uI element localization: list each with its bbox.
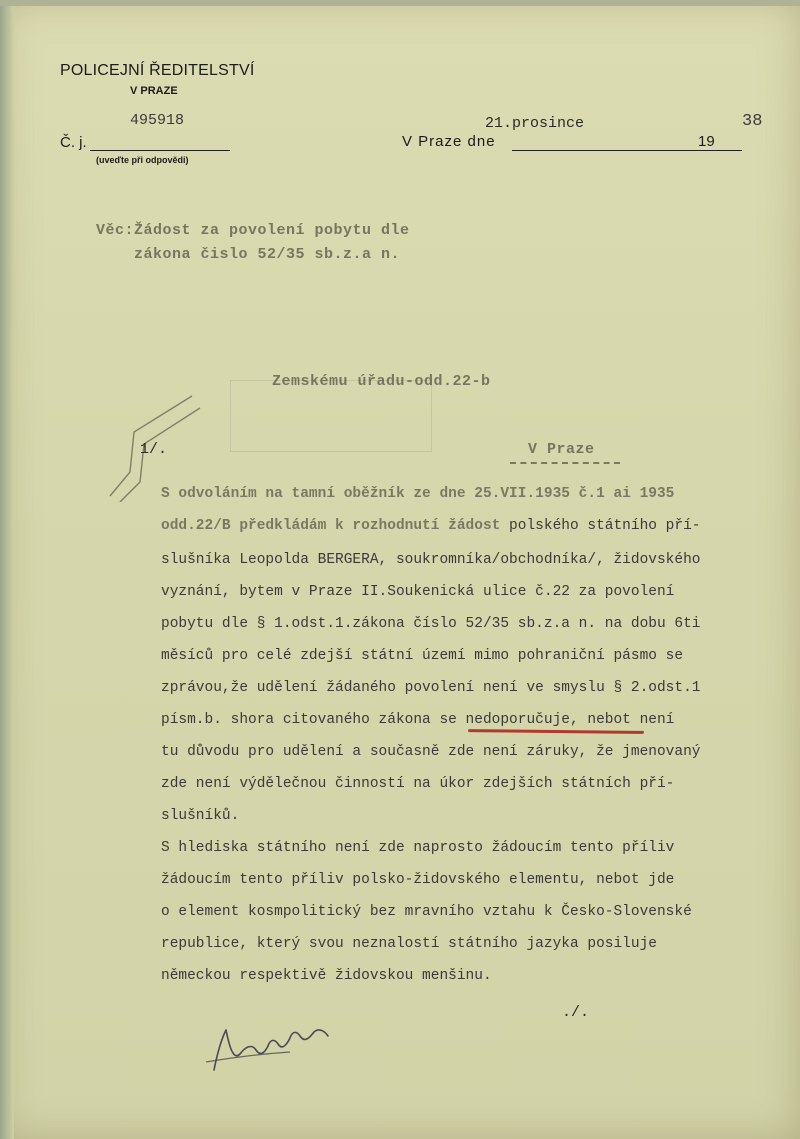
body-line-13: žádoucím tento příliv polsko-židovského elementu, nebot jde xyxy=(161,872,675,888)
recipient-underline xyxy=(510,462,620,464)
faint-stamp-imprint xyxy=(230,380,432,452)
paper-edge-top xyxy=(0,0,800,6)
enclosure-count: 1/. xyxy=(140,441,168,458)
body-line-16: německou respektivě židovskou menšinu. xyxy=(161,968,492,984)
body-line-14: o element kosmpolitický bez mravního vztahu k Česko-Slovenské xyxy=(161,904,692,920)
body-line-6: měsíců pro celé zdejší státní území mimo pohraniční pásmo se xyxy=(161,648,684,664)
date-line xyxy=(512,150,742,151)
body-line-2-rest: polského státního pří- xyxy=(500,518,701,534)
body-line-9: tu důvodu pro udělení a současně zde není záruky, že jmenovaný xyxy=(161,744,701,760)
body-line-5: pobytu dle § 1.odst.1.zákona číslo 52/35 sb.z.a n. na dobu 6ti xyxy=(161,616,701,632)
recipient-office: Zemskému úřadu-odd.22-b xyxy=(272,373,491,390)
body-line-8: písm.b. shora citovaného zákona se nedoporučuje, nebot není xyxy=(161,712,675,728)
date-label: V Praze dne xyxy=(402,133,496,150)
reference-number: 495918 xyxy=(130,112,185,129)
body-line-10: zde není výdělečnou činností na úkor zdejších státních pří- xyxy=(161,776,675,792)
body-line-4: vyznání, bytem v Praze II.Soukenická ulice č.22 za povolení xyxy=(161,584,675,600)
letterhead-title: POLICEJNÍ ŘEDITELSTVÍ xyxy=(60,62,255,79)
body-line-2 xyxy=(161,518,701,534)
body-line-7: zprávou,že udělení žádaného povolení není ve smyslu § 2.odst.1 xyxy=(161,680,701,696)
body-line-1: S odvoláním na tamní oběžník ze dne 25.VII.1935 č.1 ai 1935 xyxy=(161,486,675,502)
paper-edge-left xyxy=(0,0,14,1139)
body-line-2-faded: odd.22/B předkládám k rozhodnutí žádost xyxy=(161,518,501,534)
recipient-city: V Praze xyxy=(528,441,595,458)
reference-hint: (uveďte při odpovědi) xyxy=(96,155,189,165)
body-line-3: slušníka Leopolda BERGERA, soukromníka/obchodníka/, židovského xyxy=(161,552,701,568)
handwritten-signature xyxy=(200,1010,340,1080)
body-line-11: slušníků. xyxy=(161,808,240,824)
body-line-15: republice, který svou neznalostí státního jazyka posiluje xyxy=(161,936,657,952)
body-line-12: S hlediska státního není zde naprosto žádoucím tento příliv xyxy=(161,840,675,856)
reference-line xyxy=(90,150,230,151)
red-pencil-underline xyxy=(468,729,644,734)
date-day-month: 21.prosince xyxy=(485,115,585,132)
reference-label: Č. j. xyxy=(60,134,87,151)
date-year-handwritten: 38 xyxy=(742,112,763,131)
continuation-mark: ./. xyxy=(562,1004,590,1021)
subject-line-1: Věc:Žádost za povolení pobytu dle xyxy=(96,222,410,239)
subject-line-2: zákona čislo 52/35 sb.z.a n. xyxy=(134,246,401,263)
letterhead-city: V PRAZE xyxy=(130,85,178,97)
date-year-prefix: 19 xyxy=(698,133,715,150)
